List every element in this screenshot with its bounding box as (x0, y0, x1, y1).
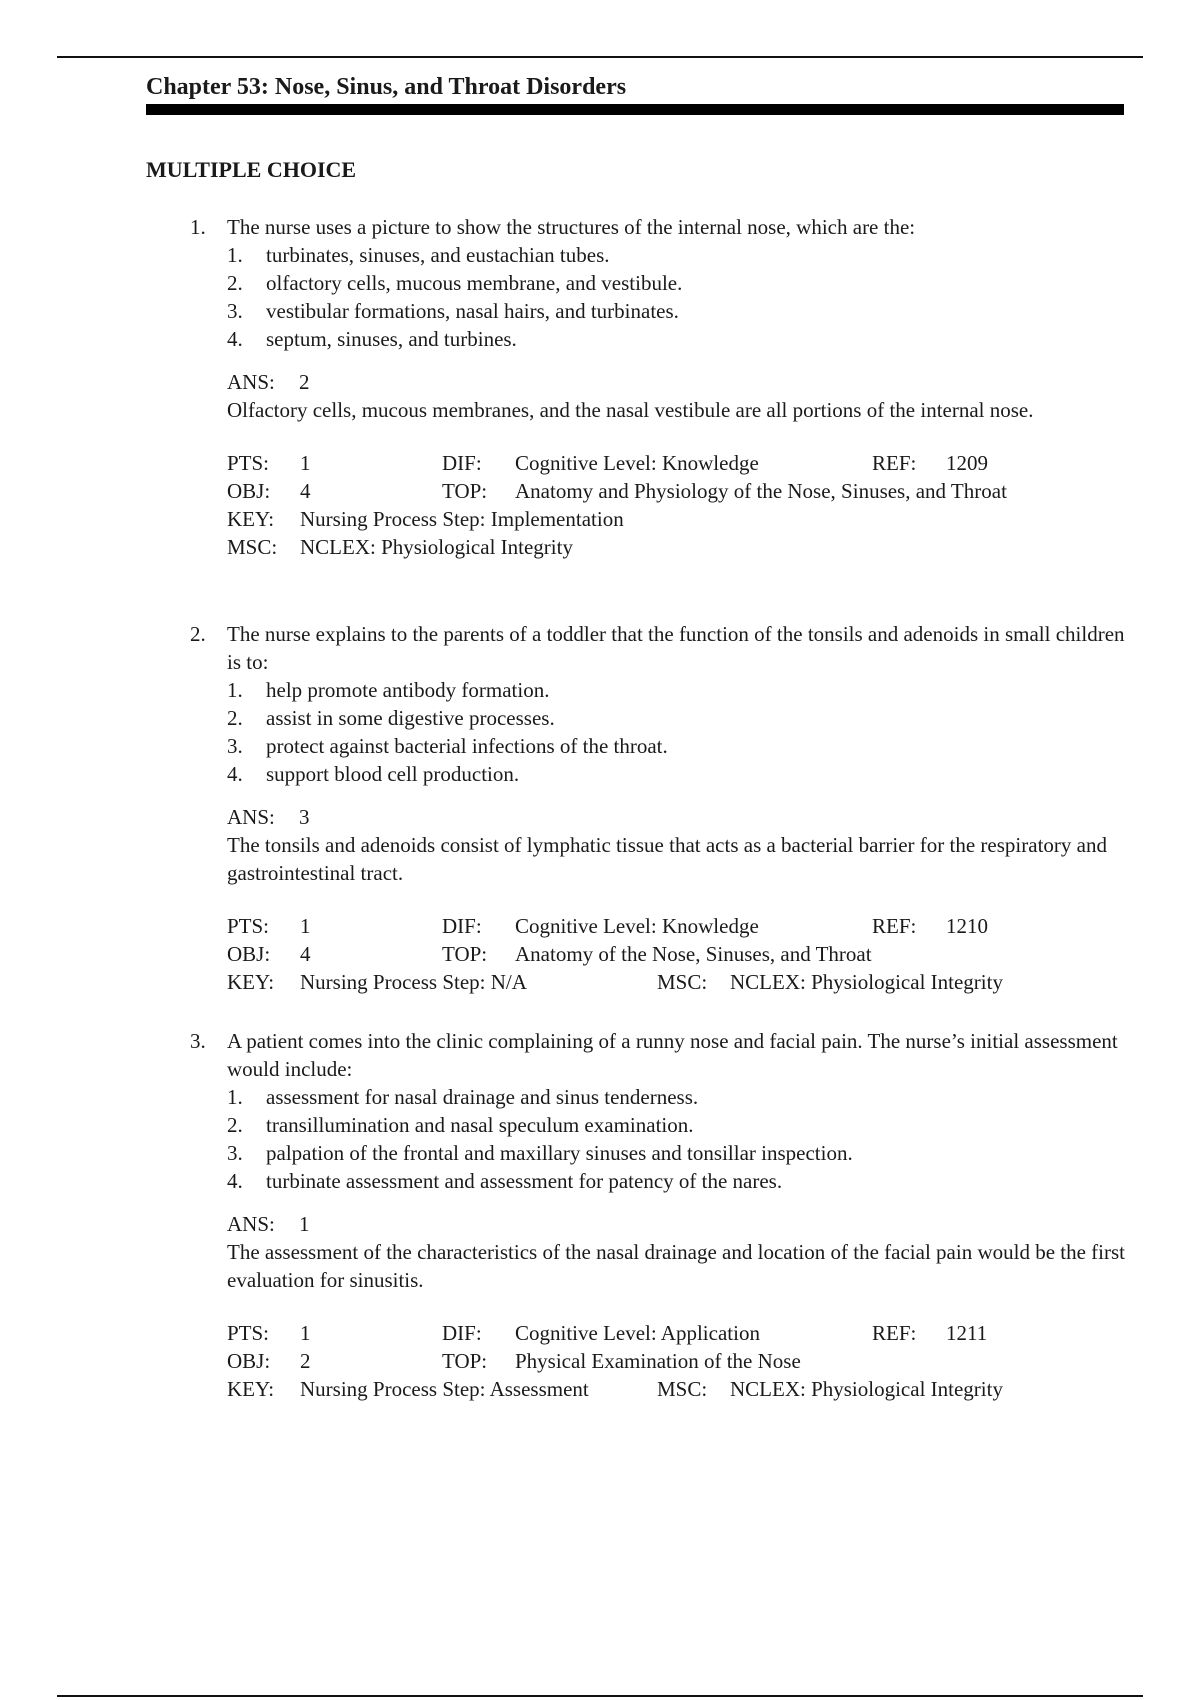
obj-value: 2 (300, 1349, 311, 1373)
top-label: TOP: (442, 479, 488, 503)
question-stem: The nurse explains to the parents of a toddler that the function of the tonsils and adenoids in small children is to: (227, 622, 1125, 674)
dif-label: DIF: (442, 914, 482, 938)
obj-value: 4 (300, 942, 311, 966)
question-2 (190, 620, 1126, 996)
answer-value: 3 (299, 805, 310, 829)
pts-value: 1 (300, 914, 311, 938)
option-text: assist in some digestive processes. (266, 706, 555, 730)
top-value: Physical Examination of the Nose (515, 1349, 801, 1373)
question-number: 1. (190, 215, 206, 239)
ref-value: 1209 (946, 451, 988, 475)
pts-value: 1 (300, 1321, 311, 1345)
dif-value: Cognitive Level: Application (515, 1321, 760, 1345)
ref-label: REF: (872, 914, 917, 938)
msc-label: MSC: (657, 970, 708, 994)
question-number: 2. (190, 622, 206, 646)
option-text: support blood cell production. (266, 762, 520, 786)
options-list (227, 1083, 1126, 1195)
dif-label: DIF: (442, 1321, 482, 1345)
option-text: palpation of the frontal and maxillary sinuses and tonsillar inspection. (266, 1141, 853, 1165)
pts-label: PTS: (227, 914, 270, 938)
option (227, 1083, 1126, 1111)
option-text: vestibular formations, nasal hairs, and turbinates. (266, 299, 679, 323)
metadata-block (227, 1319, 1126, 1403)
options-list (227, 676, 1126, 788)
msc-value: NCLEX: Physiological Integrity (730, 1377, 1003, 1401)
key-label: KEY: (227, 970, 275, 994)
question-stem: A patient comes into the clinic complaining of a runny nose and facial pain. The nurse’s initial assessment would include: (227, 1029, 1118, 1081)
option (227, 325, 1126, 353)
option-number: 4. (227, 1169, 243, 1193)
option-text: olfactory cells, mucous membrane, and vestibule. (266, 271, 683, 295)
msc-label: MSC: (657, 1377, 708, 1401)
obj-label: OBJ: (227, 479, 271, 503)
answer-label: ANS: (227, 805, 275, 829)
option-number: 3. (227, 734, 243, 758)
ref-value: 1211 (946, 1321, 988, 1345)
obj-value: 4 (300, 479, 311, 503)
option-number: 1. (227, 243, 243, 267)
rationale: Olfactory cells, mucous membranes, and the nasal vestibule are all portions of the internal nose. (227, 398, 1034, 422)
msc-value: NCLEX: Physiological Integrity (300, 535, 573, 559)
msc-value: NCLEX: Physiological Integrity (730, 970, 1003, 994)
option (227, 760, 1126, 788)
option-number: 2. (227, 706, 243, 730)
answer-block (227, 368, 1126, 424)
rationale: The assessment of the characteristics of the nasal drainage and location of the facial pain would be the first evaluation for sinusitis. (227, 1240, 1125, 1292)
chapter-title: Chapter 53: Nose, Sinus, and Throat Disorders (146, 74, 627, 100)
option-number: 4. (227, 327, 243, 351)
question-number: 3. (190, 1029, 206, 1053)
pts-label: PTS: (227, 1321, 270, 1345)
top-value: Anatomy of the Nose, Sinuses, and Throat (515, 942, 872, 966)
question-3 (190, 1027, 1126, 1403)
option-number: 3. (227, 1141, 243, 1165)
option (227, 676, 1126, 704)
key-value: Nursing Process Step: N/A (300, 970, 527, 994)
top-rule (57, 56, 1143, 58)
answer-value: 1 (299, 1212, 310, 1236)
answer-label: ANS: (227, 370, 275, 394)
question-stem: The nurse uses a picture to show the structures of the internal nose, which are the: (227, 215, 916, 239)
option (227, 269, 1126, 297)
pts-value: 1 (300, 451, 311, 475)
answer-block (227, 803, 1126, 887)
msc-label: MSC: (227, 535, 278, 559)
option-number: 3. (227, 299, 243, 323)
option-number: 4. (227, 762, 243, 786)
metadata-block (227, 912, 1126, 996)
option (227, 1111, 1126, 1139)
top-label: TOP: (442, 942, 488, 966)
answer-label: ANS: (227, 1212, 275, 1236)
option (227, 241, 1126, 269)
ref-label: REF: (872, 1321, 917, 1345)
option-text: turbinates, sinuses, and eustachian tubes. (266, 243, 610, 267)
section-heading: MULTIPLE CHOICE (146, 157, 357, 182)
obj-label: OBJ: (227, 942, 271, 966)
ref-label: REF: (872, 451, 917, 475)
question-1 (190, 213, 1126, 561)
option (227, 1139, 1126, 1167)
key-label: KEY: (227, 1377, 275, 1401)
pts-label: PTS: (227, 451, 270, 475)
key-label: KEY: (227, 507, 275, 531)
option-text: protect against bacterial infections of the throat. (266, 734, 668, 758)
ref-value: 1210 (946, 914, 988, 938)
option (227, 704, 1126, 732)
metadata-block (227, 449, 1126, 561)
option-number: 2. (227, 1113, 243, 1137)
option (227, 297, 1126, 325)
dif-value: Cognitive Level: Knowledge (515, 451, 759, 475)
title-underline-bar (146, 104, 1124, 115)
option-number: 2. (227, 271, 243, 295)
option-text: help promote antibody formation. (266, 678, 550, 702)
dif-value: Cognitive Level: Knowledge (515, 914, 759, 938)
dif-label: DIF: (442, 451, 482, 475)
option-text: transillumination and nasal speculum examination. (266, 1113, 694, 1137)
answer-block (227, 1210, 1126, 1294)
rationale: The tonsils and adenoids consist of lymphatic tissue that acts as a bacterial barrier for the respiratory and gastrointestinal tract. (227, 833, 1107, 885)
option-number: 1. (227, 678, 243, 702)
options-list (227, 241, 1126, 353)
option-text: turbinate assessment and assessment for patency of the nares. (266, 1169, 783, 1193)
option-number: 1. (227, 1085, 243, 1109)
option (227, 1167, 1126, 1195)
key-value: Nursing Process Step: Assessment (300, 1377, 589, 1401)
option-text: assessment for nasal drainage and sinus tenderness. (266, 1085, 699, 1109)
option (227, 732, 1126, 760)
obj-label: OBJ: (227, 1349, 271, 1373)
answer-value: 2 (299, 370, 310, 394)
bottom-rule (57, 1695, 1143, 1697)
top-value: Anatomy and Physiology of the Nose, Sinuses, and Throat (515, 479, 1007, 503)
key-value: Nursing Process Step: Implementation (300, 507, 624, 531)
option-text: septum, sinuses, and turbines. (266, 327, 517, 351)
top-label: TOP: (442, 1349, 488, 1373)
